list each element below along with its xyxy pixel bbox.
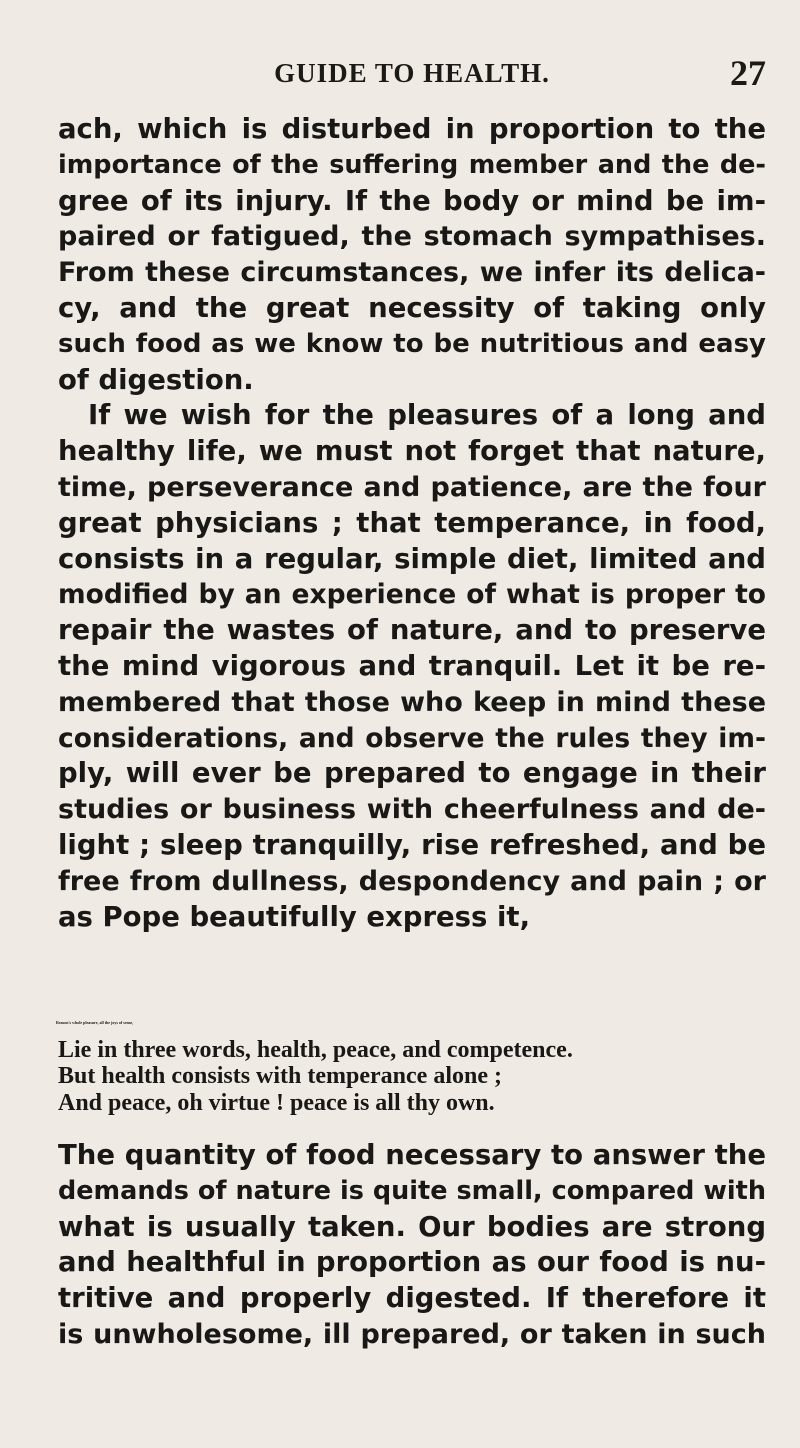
text-line: of digestion. [58,363,254,396]
poem-line: And peace, oh virtue ! peace is all thy own. [58,1089,495,1116]
poem-line: Reason's whole pleasure, all the joys of sense, [56,1020,134,1025]
text-line: importance of the suffering member and the de- [58,149,766,180]
text-line: time, perseverance and patience, are the four [58,471,766,503]
running-head [58,53,766,93]
text-line: and healthful in proportion as our food is nu- [58,1246,766,1279]
paragraph-2 [58,398,766,935]
paragraph-3 [58,1138,766,1353]
paragraph-1 [58,112,766,398]
text-line: ach, which is disturbed in proportion to the [58,113,766,145]
text-line: ply, will ever be prepared to engage in their [58,757,766,790]
text-line: the mind vigorous and tranquil. Let it be re- [58,649,766,682]
text-line: paired or fatigued, the stomach sympathises. [58,221,766,253]
page-number: 27 [730,53,766,93]
text-line: From these circumstances, we infer its delica- [58,257,766,289]
text-line: what is usually taken. Our bodies are strong [58,1210,766,1243]
poem-line: Lie in three words, health, peace, and competence. [58,1036,573,1063]
poem-line: But health consists with temperance alone ; [58,1063,502,1089]
text-line: membered that those who keep in mind these [58,686,766,718]
text-line: light ; sleep tranquilly, rise refreshed, and be [58,828,766,861]
text-line: as Pope beautifully express it, [58,900,531,933]
text-line: cy, and the great necessity of taking only [58,291,766,324]
text-line: is unwholesome, ill prepared, or taken in such [58,1318,766,1350]
text-line: great physicians ; that temperance, in food, [58,506,766,539]
text-line: demands of nature is quite small, compared with [58,1175,766,1206]
text-line: If we wish for the pleasures of a long and [88,399,766,432]
text-line: considerations, and observe the rules they im- [58,722,766,754]
text-line: such food as we know to be nutritious and easy [58,328,766,359]
text-line: gree of its injury. If the body or mind be im- [58,184,766,217]
text-line: The quantity of food necessary to answer the [58,1139,766,1171]
running-title: GUIDE TO HEALTH. [274,58,550,88]
text-line: modified by an experience of what is proper to [58,579,766,611]
text-line: repair the wastes of nature, and to preserve [58,614,766,647]
text-line: consists in a regular, simple diet, limited and [58,542,766,575]
poem-quotation [58,1010,766,1116]
text-line: healthy life, we must not forget that nature, [58,435,766,468]
text-line: free from dullness, despondency and pain ; or [58,865,766,897]
text-line: tritive and properly digested. If therefore it [58,1282,766,1315]
text-line: studies or business with cheerfulness and de- [58,794,766,826]
